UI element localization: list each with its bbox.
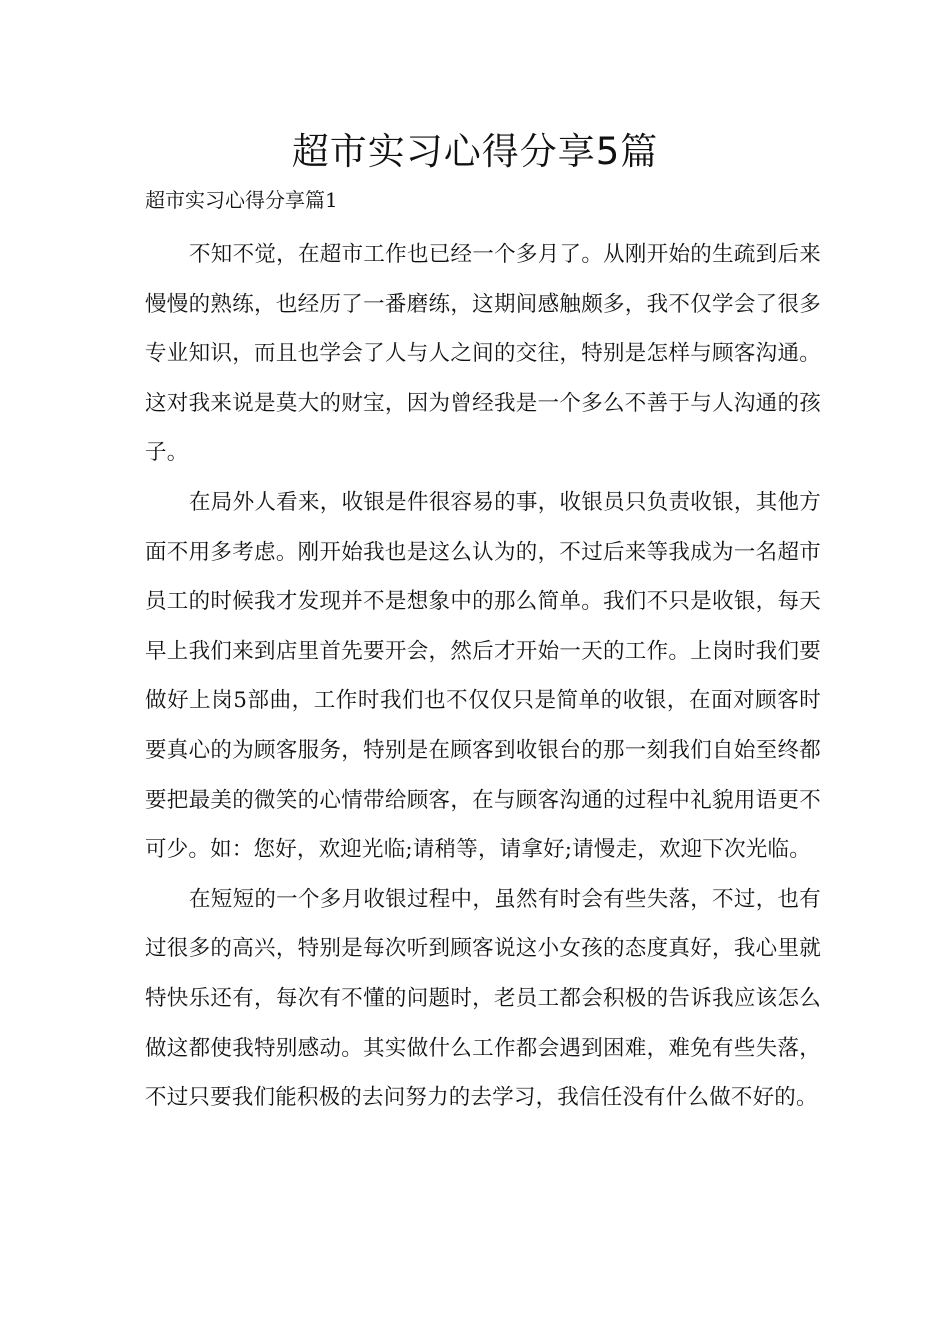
paragraph-2: 在局外人看来，收银是件很容易的事，收银员只负责收银，其他方面不用多考虑。刚开始我也是这么认为的，不过后来等我成为一名超市员工的时候我才发现并不是想象中的那么简单。我们不只是收银，每天早上我们来到店里首先要开会，然后才开始一天的工作。上岗时我们要做好上岗5部曲，工作时我们也不仅仅只是简单的收银，在面对顾客时要真心的为顾客服务，特别是在顾客到收银台的那一刻我们自始至终都要把最美的微笑的心情带给顾客，在与顾客沟通的过程中礼貌用语更不可少。如：您好，欢迎光临;请稍等，请拿好;请慢走，欢迎下次光临。 [145, 489, 821, 863]
paragraph-3: 在短短的一个多月收银过程中，虽然有时会有些失落，不过，也有过很多的高兴，特别是每次听到顾客说这小女孩的态度真好，我心里就特快乐还有，每次有不懂的问题时，老员工都会积极的告诉我应该怎么做这都使我特别感动。其实做什么工作都会遇到困难，难免有些失落，不过只要我们能积极的去问努力的去学习，我信任没有什么做不好的。 [145, 886, 821, 1111]
document-body [145, 230, 821, 1123]
section-heading: 超市实习心得分享篇1 [145, 188, 338, 212]
document-title: 超市实习心得分享5篇 [291, 130, 659, 173]
paragraph-1: 不知不觉，在超市工作也已经一个多月了。从刚开始的生疏到后来慢慢的熟练，也经历了一番磨练，这期间感触颇多，我不仅学会了很多专业知识，而且也学会了人与人之间的交往，特别是怎样与顾客沟通。这对我来说是莫大的财宝，因为曾经我是一个多么不善于与人沟通的孩子。 [145, 242, 821, 466]
